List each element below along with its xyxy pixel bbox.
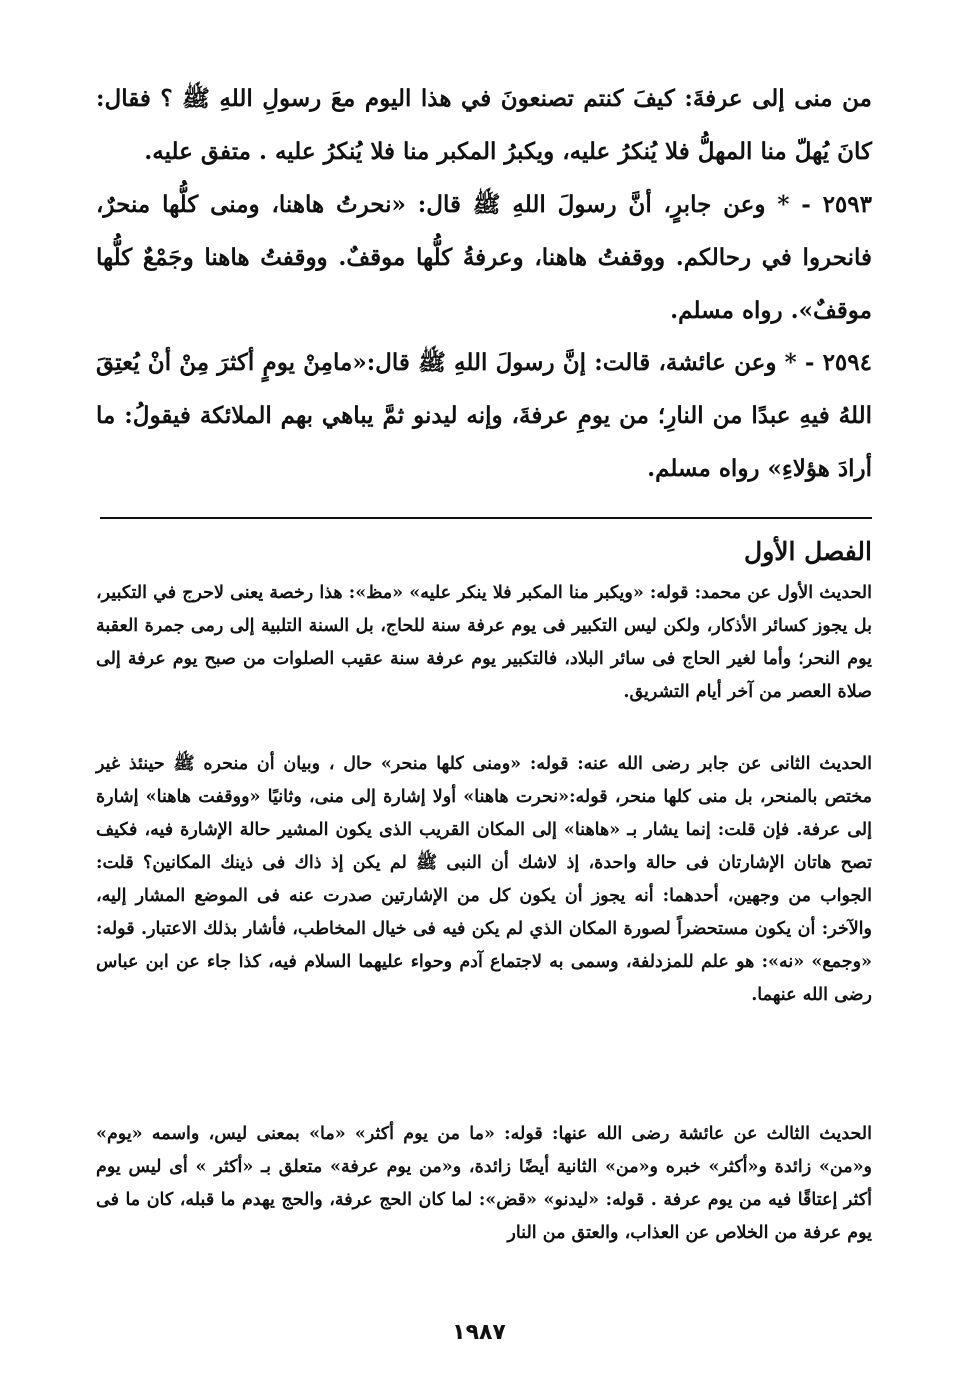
commentary-paragraph: الحديث الثالث عن عائشة رضى الله عنها: قوله: «ما من يوم أكثر» «ما» بمعنى ليس، واسمه «يوم» و«من» زائدة و«أكثر» خبره و«من» الثانية أيضًا زائدة، و«من يوم عرفة» متعلق بـ «أكثر » أى ليس يوم أكثر إعتاقًا فيه من يوم عرفة . قوله: «ليدنو» «قض»: لما كان الحج عرفة، والحج يهدم ما قبله، كان ما فى يوم عرفة من الخلاص عن العذاب، والعتق من النار — [96, 1124, 872, 1243]
commentary-paragraph: الحديث الأول عن محمد: قوله: «ويكبر منا المكبر فلا ينكر عليه» «مظ»: هذا رخصة يعنى لاحرج في التكبير، بل يجوز كسائر الأذكار، ولكن ليس التكبير فى يوم عرفة سنة للحاج، بل السنة التلبية إلى رمى جمرة العقبة يوم النحر؛ وأما لغير الحاج فى سائر البلاد، فالتكبير يوم عرفة سنة عقيب الصلوات من صبح يوم عرفة إلى صلاة العصر من آخر أيام التشريق. — [96, 583, 872, 702]
hadith-text: ٢٥٩٣ - * وعن جابرٍ، أنَّ رسولَ اللهِ ﷺ قال: «نحرتُ هاهنا، ومنى كلُّها منحرٌ، فانحروا في رحالكم. ووقفتُ هاهنا، وعرفةُ كلُّها موقفٌ. ووقفتُ هاهنا وجَمْعٌ كلُّها موقفٌ». رواه مسلم. — [96, 191, 872, 324]
section-title: الفصل الأول — [744, 537, 872, 566]
hadith-text: ٢٥٩٤ - * وعن عائشة، قالت: إنَّ رسولَ اللهِ ﷺ قال:«مامِنْ يومٍ أكثرَ مِنْ أنْ يُعتِقَ اللهُ فيهِ عبدًا من النارِ؛ من يومِ عرفةَ، وإنه ليدنو ثمَّ يباهي بهم الملائكة فيقولُ: ما أرادَ هؤلاءِ» رواه مسلم. — [96, 349, 872, 482]
hadith-text: من منى إلى عرفةَ: كيفَ كنتم تصنعونَ في هذا اليوم معَ رسولِ اللهِ ﷺ ؟ فقال: كانَ يُهلّ منا المهلُّ فلا يُنكرُ عليه، ويكبرُ المكبر منا فلا يُنكرُ عليه . متفق عليه. — [96, 85, 872, 165]
page-number: ١٩٨٧ — [452, 1320, 506, 1345]
section-divider — [100, 517, 872, 519]
commentary-paragraph: الحديث الثانى عن جابر رضى الله عنه: قوله: «ومنى كلها منحر» حال ، وبيان أن منحره ﷺ حينئذ غير مختص بالمنحر، بل منى كلها منحر، قوله:«نحرت هاهنا» أولا إشارة إلى منى، وثانيًا «ووقفت هاهنا» إشارة إلى عرفة. فإن قلت: إنما يشار بـ «هاهنا» إلى المكان القريب الذى يكون المشير حالة الإشارة فيه، فكيف تصح هاتان الإشارتان فى حالة واحدة، إذ لاشك أن النبى ﷺ لم يكن إذ ذاك فى ذينك المكانين؟ قلت: الجواب من وجهين، أحدهما: أنه يجوز أن يكون كل من الإشارتين صدرت عنه فى الموضع المشار إليه، والآخر: أن يكون مستحضراً لصورة المكان الذي لم يكن فيه فى خيال المخاطب، فأشار بذلك الاعتبار. قوله: «وجمع» «نه»: هو علم للمزدلفة، وسمى به لاجتماع آدم وحواء عليهما السلام فيه، كذا جاء عن ابن عباس رضى الله عنهما. — [96, 754, 872, 1005]
